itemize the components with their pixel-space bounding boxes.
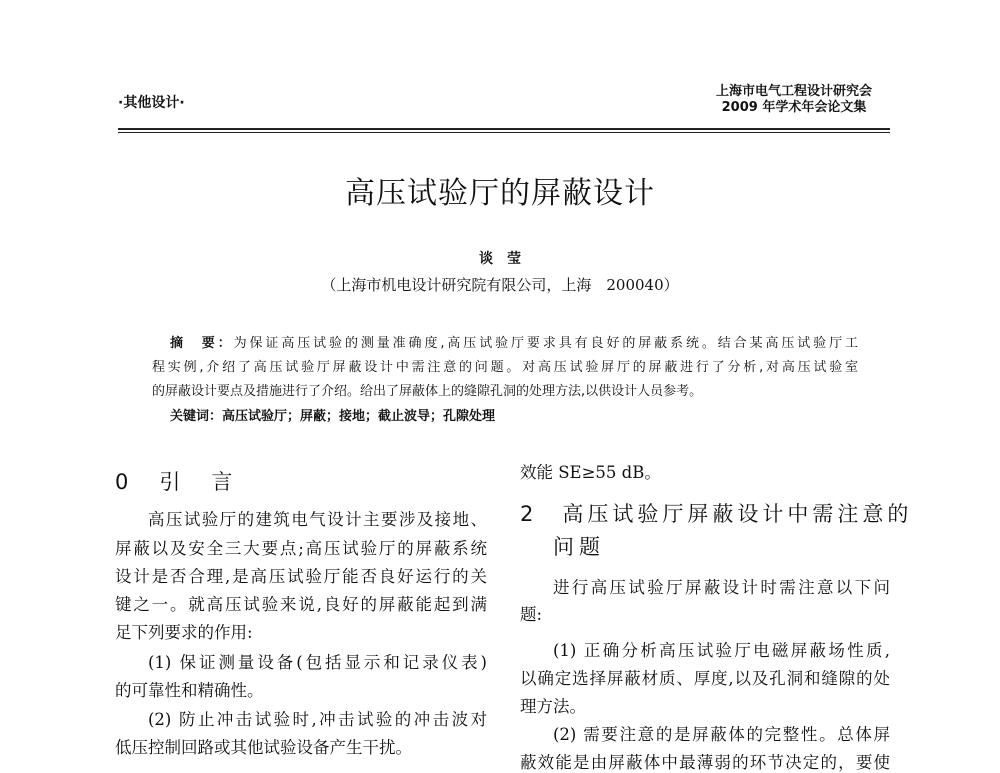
body-line: 低压控制回路或其他试验设备产生干扰。	[115, 738, 412, 757]
body-line: 屏蔽以及安全三大要点;高压试验厅的屏蔽系统	[115, 539, 487, 558]
header-rule	[118, 128, 890, 130]
body-line: 题:	[520, 605, 543, 624]
abstract-line	[170, 332, 858, 351]
body-line: 足下列要求的作用:	[115, 623, 253, 642]
section-heading-2: 2 高压试验厅屏蔽设计中需注意的	[520, 502, 913, 526]
body-line: 蔽效能是由屏蔽体中最薄弱的环节决定的，要使	[520, 753, 890, 772]
keywords-label: 关键词：	[170, 409, 223, 424]
abstract-text: 为保证高压试验的测量准确度,高压试验厅要求具有良好的屏蔽系统。结合某高压试验厅工	[233, 336, 858, 351]
section-label: ·其他设计·	[118, 95, 185, 111]
body-line: 的可靠性和精确性。	[115, 681, 264, 700]
section-heading-2-cont: 问题	[553, 535, 605, 559]
body-line: 进行高压试验厅屏蔽设计时需注意以下问	[553, 578, 890, 597]
publication-line-2: 2009 年学术年会论文集	[721, 100, 867, 115]
body-line: 高压试验厅的建筑电气设计主要涉及接地、	[148, 510, 487, 529]
keywords	[170, 405, 858, 424]
paper-title: 高压试验厅的屏蔽设计	[345, 176, 655, 211]
body-line: (1) 正确分析高压试验厅电磁屏蔽场性质,	[553, 641, 890, 660]
keywords-text: 高压试验厅；屏蔽；接地；截止波导；孔隙处理	[222, 409, 496, 424]
body-line: (1) 保证测量设备(包括显示和记录仪表)	[148, 653, 487, 672]
abstract-label: 摘 要：	[170, 336, 234, 351]
abstract-line: 的屏蔽设计要点及措施进行了介绍。给出了屏蔽体上的缝隙孔洞的处理方法,以供设计人员参考。	[152, 384, 703, 399]
body-line: (2) 防止冲击试验时,冲击试验的冲击波对	[148, 710, 487, 729]
body-line: 理方法。	[520, 697, 586, 716]
publication-line-1: 上海市电气工程设计研究会	[715, 84, 872, 99]
body-line: 键之一。就高压试验来说,良好的屏蔽能起到满	[115, 595, 487, 614]
header-rule-thin	[118, 132, 890, 133]
body-line: 设计是否合理,是高压试验厅能否良好运行的关	[115, 567, 487, 586]
affiliation: （上海市机电设计研究院有限公司，上海 200040）	[321, 276, 679, 294]
body-line: 以确定选择屏蔽材质、厚度,以及孔洞和缝隙的处	[520, 669, 890, 688]
body-line: (2) 需要注意的是屏蔽体的完整性。总体屏	[553, 725, 890, 744]
abstract-line: 程实例,介绍了高压试验厅屏蔽设计中需注意的问题。对高压试验屏厅的屏蔽进行了分析,对高压试验室	[152, 360, 858, 375]
author: 谈 莹	[479, 251, 521, 267]
section-heading-intro: 0 引 言	[115, 470, 238, 494]
body-line: 效能 SE≥55 dB。	[520, 463, 661, 482]
publication-header	[700, 84, 888, 116]
